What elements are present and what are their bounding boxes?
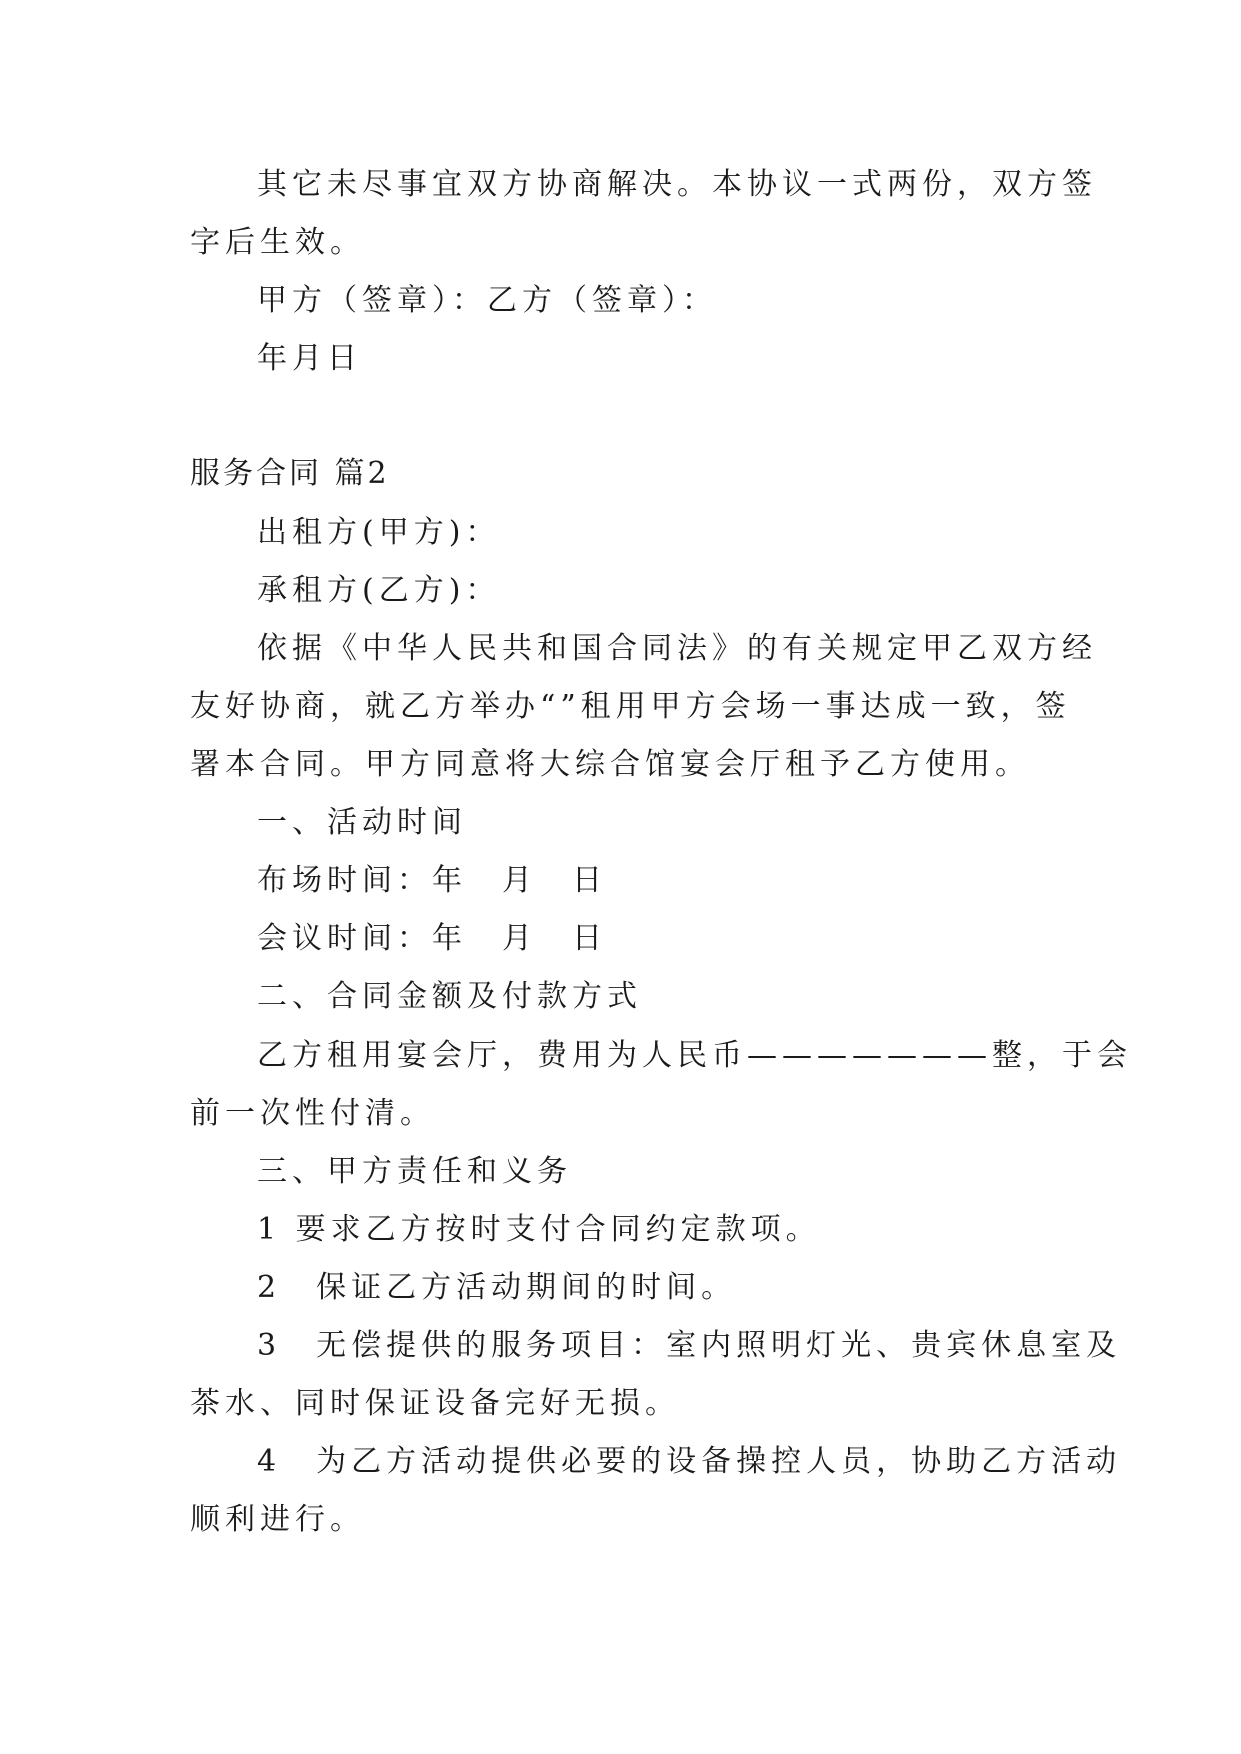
fee-line-2: 前一次性付清。 bbox=[190, 1096, 435, 1131]
heading-party-a-duties: 三、甲方责任和义务 bbox=[257, 1154, 572, 1189]
paragraph-closing-line-1: 其它未尽事宜双方协商解决。本协议一式两份，双方签 bbox=[257, 167, 1097, 202]
meeting-time-line: 会议时间：年 月 日 bbox=[257, 921, 607, 956]
duty-item-4-line-1: 4 为乙方活动提供必要的设备操控人员，协助乙方活动 bbox=[257, 1444, 1122, 1479]
duty-item-2: 2 保证乙方活动期间的时间。 bbox=[257, 1270, 737, 1305]
date-line: 年月日 bbox=[257, 341, 362, 376]
heading-activity-time: 一、活动时间 bbox=[257, 805, 467, 840]
fee-line-1: 乙方租用宴会厅，费用为人民币———————整，于会 bbox=[257, 1038, 1132, 1073]
intro-line-3: 署本合同。甲方同意将大综合馆宴会厅租予乙方使用。 bbox=[190, 747, 1030, 782]
section-title: 服务合同 篇2 bbox=[190, 456, 390, 491]
signature-line: 甲方（签章）：乙方（签章）： bbox=[257, 283, 717, 318]
duty-item-4-line-2: 顺利进行。 bbox=[190, 1502, 365, 1537]
paragraph-closing-line-2: 字后生效。 bbox=[190, 225, 365, 260]
duty-item-1: 1 要求乙方按时支付合同约定款项。 bbox=[257, 1212, 821, 1247]
setup-time-line: 布场时间：年 月 日 bbox=[257, 863, 607, 898]
intro-line-1: 依据《中华人民共和国合同法》的有关规定甲乙双方经 bbox=[257, 631, 1097, 666]
heading-amount-payment: 二、合同金额及付款方式 bbox=[257, 979, 642, 1014]
lessee-line: 承租方(乙方)： bbox=[257, 573, 501, 608]
intro-line-2: 友好协商，就乙方举办“”租用甲方会场一事达成一致，签 bbox=[190, 689, 1071, 724]
duty-item-3-line-1: 3 无偿提供的服务项目：室内照明灯光、贵宾休息室及 bbox=[257, 1328, 1122, 1363]
lessor-line: 出租方(甲方)： bbox=[257, 515, 501, 550]
duty-item-3-line-2: 茶水、同时保证设备完好无损。 bbox=[190, 1386, 680, 1421]
